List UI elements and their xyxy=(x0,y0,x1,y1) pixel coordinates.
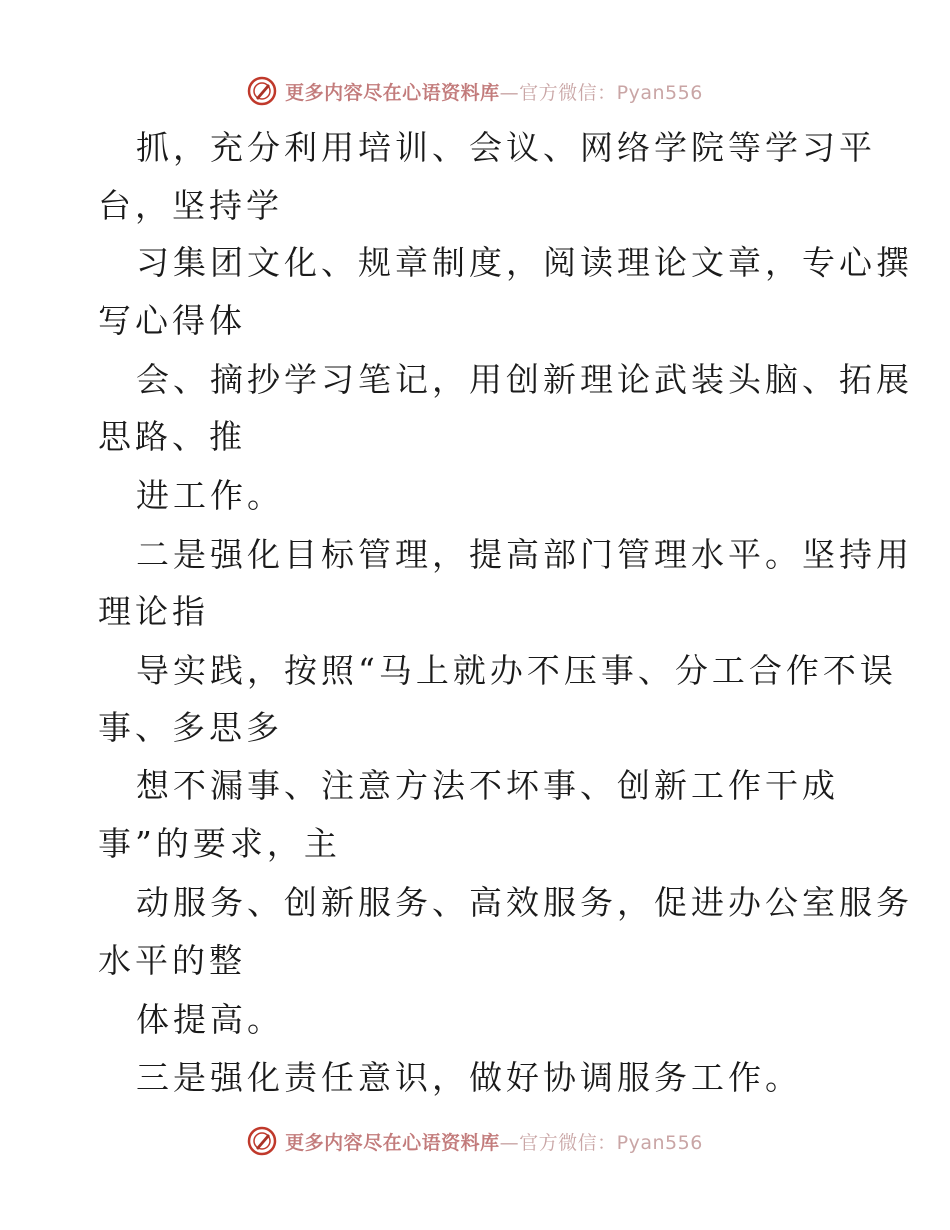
brand-logo-icon xyxy=(247,76,277,106)
text-line: 理论指 xyxy=(98,592,209,631)
watermark-header xyxy=(0,71,950,111)
text-line: 台，坚持学 xyxy=(98,186,283,225)
text-line: 写心得体 xyxy=(98,301,246,340)
watermark-footer xyxy=(0,1121,950,1161)
text-line: 抓，充分利用培训、会议、网络学院等学习平 xyxy=(136,128,876,167)
brand-logo-icon xyxy=(247,1126,277,1156)
text-line: 事”的要求，主 xyxy=(98,824,341,863)
watermark-brand: 更多内容尽在心语资料库 xyxy=(285,1131,500,1154)
text-line: 会、摘抄学习笔记，用创新理论武装头脑、拓展 xyxy=(136,360,913,399)
watermark-suffix: —官方微信：Pyan556 xyxy=(499,81,703,104)
text-line: 动服务、创新服务、高效服务，促进办公室服务 xyxy=(136,883,913,922)
text-line: 体提高。 xyxy=(136,1000,284,1039)
text-line: 思路、推 xyxy=(98,417,246,456)
watermark-brand: 更多内容尽在心语资料库 xyxy=(285,81,500,104)
text-line: 导实践，按照“马上就办不压事、分工合作不误 xyxy=(136,651,897,690)
text-line: 二是强化目标管理，提高部门管理水平。坚持用 xyxy=(136,535,913,574)
text-line: 想不漏事、注意方法不坏事、创新工作干成 xyxy=(136,766,839,805)
watermark-suffix: —官方微信：Pyan556 xyxy=(499,1131,703,1154)
text-line: 三是强化责任意识，做好协调服务工作。 xyxy=(136,1058,802,1097)
text-line: 事、多思多 xyxy=(98,708,283,747)
text-line: 水平的整 xyxy=(98,941,246,980)
text-line: 进工作。 xyxy=(136,476,284,515)
text-line: 习集团文化、规章制度，阅读理论文章，专心撰 xyxy=(136,243,913,282)
